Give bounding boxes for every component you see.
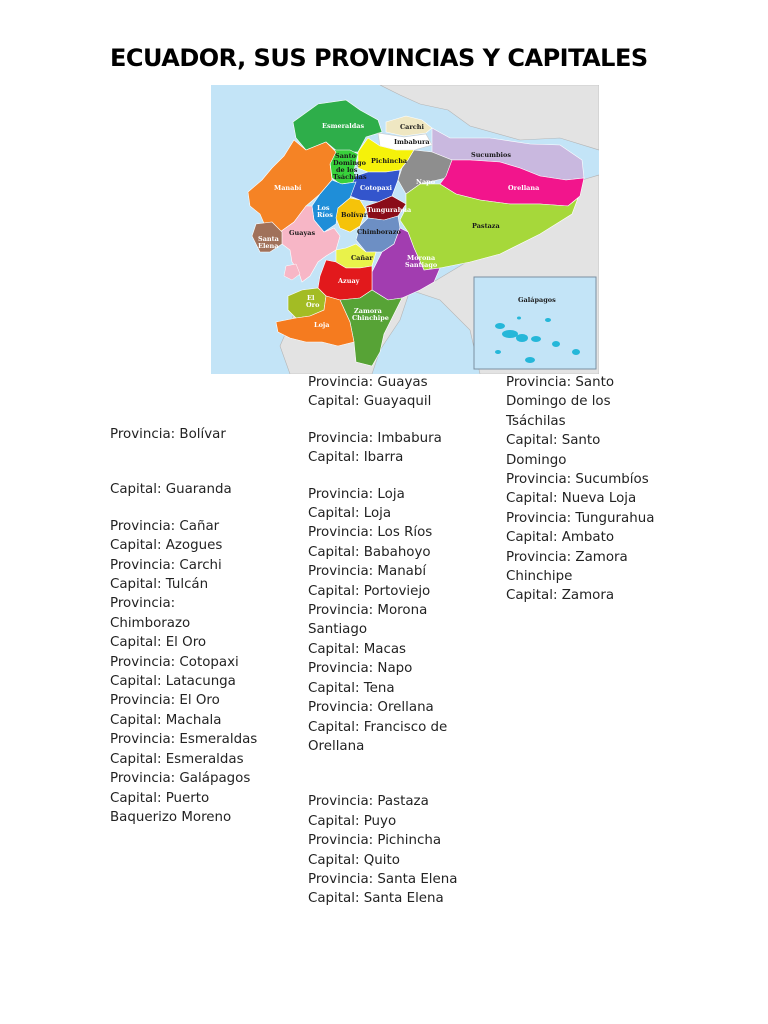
- label-chimborazo: Chimborazo: [357, 228, 401, 236]
- text-line: Provincia: Santo: [506, 375, 615, 390]
- text-line: Tsáchilas: [506, 413, 566, 429]
- text-line: Provincia: Zamora: [506, 549, 628, 565]
- text-line: Capital: El Oro: [110, 635, 207, 651]
- text-line: Capital: Ambato: [506, 530, 615, 546]
- text-line: Capital: Guayaquil: [308, 394, 432, 410]
- column-3: [506, 373, 696, 606]
- text-line: Provincia: Loja: [308, 486, 405, 502]
- text-line: Capital: Azogues: [110, 538, 223, 554]
- text-line: Capital: Quito: [308, 852, 400, 868]
- text-line: Provincia: El Oro: [110, 693, 220, 709]
- text-line: Capital: Ibarra: [308, 450, 404, 466]
- column-1: [110, 425, 300, 827]
- text-line: Provincia: Orellana: [308, 700, 434, 716]
- text-line: Provincia: Bolívar: [110, 427, 226, 442]
- text-line: Provincia:: [110, 596, 176, 612]
- label-zamora-2: Chinchipe: [352, 314, 389, 322]
- text-line: Provincia: Guayas: [308, 375, 428, 390]
- text-line: Capital: Tulcán: [110, 577, 209, 593]
- text-line: Capital: Latacunga: [110, 674, 236, 690]
- text-line: Provincia: Esmeraldas: [110, 732, 258, 748]
- label-morona-1: Morona: [407, 254, 436, 262]
- galapagos-inset: [474, 277, 596, 369]
- text-line: Provincia: Carchi: [110, 557, 222, 573]
- label-tungurahua: Tungurahua: [367, 206, 412, 214]
- label-los-rios-1: Los: [317, 204, 330, 212]
- text-line: Provincia: Napo: [308, 661, 413, 677]
- text-line: Capital: Babahoyo: [308, 544, 431, 560]
- text-line: Provincia: Tungurahua: [506, 510, 655, 526]
- label-loja: Loja: [314, 321, 330, 329]
- text-line: Domingo de los: [506, 394, 611, 410]
- label-guayas: Guayas: [289, 229, 316, 237]
- label-el-oro-1: El: [307, 294, 315, 302]
- text-line: Provincia: Cotopaxi: [110, 654, 239, 670]
- label-canar: Cañar: [351, 254, 373, 262]
- text-line: Provincia: Pichincha: [308, 833, 442, 849]
- label-pichincha: Pichincha: [371, 157, 408, 165]
- text-line: Orellana: [308, 738, 365, 754]
- label-sucumbios: Sucumbios: [471, 151, 511, 159]
- text-line: Provincia: Sucumbíos: [506, 472, 649, 488]
- text-line: Provincia: Los Ríos: [308, 525, 433, 541]
- text-line: Capital: Esmeraldas: [110, 751, 244, 767]
- text-line: Capital: Portoviejo: [308, 583, 431, 599]
- label-imbabura: Imbabura: [394, 138, 430, 146]
- label-santo-domingo-3: de los: [336, 166, 358, 174]
- text-line: Baquerizo Moreno: [110, 809, 232, 825]
- label-bolivar: Bolívar: [341, 211, 368, 219]
- text-line: Capital: Macas: [308, 641, 407, 657]
- text-line: Santiago: [308, 622, 368, 638]
- label-napo: Napo: [416, 178, 436, 186]
- label-cotopaxi: Cotopaxi: [360, 184, 392, 192]
- text-line: Provincia: Santa Elena: [308, 871, 458, 887]
- text-line: Capital: Puerto: [110, 790, 210, 806]
- label-galapagos: Galápagos: [518, 296, 556, 304]
- label-santo-domingo-4: Tsáchilas: [333, 173, 367, 181]
- label-santa-elena-1: Santa: [258, 235, 279, 243]
- label-santo-domingo-2: Domingo: [333, 159, 366, 167]
- label-zamora-1: Zamora: [354, 307, 382, 315]
- text-line: Chinchipe: [506, 569, 573, 585]
- text-line: Capital: Zamora: [506, 588, 615, 604]
- label-santo-domingo-1: Santo: [335, 152, 356, 160]
- label-morona-2: Santiago: [405, 261, 438, 269]
- label-los-rios-2: Ríos: [317, 211, 333, 219]
- text-line: Provincia: Manabí: [308, 564, 427, 580]
- label-manabi: Manabí: [274, 184, 302, 192]
- text-line: Capital: Puyo: [308, 813, 397, 829]
- page-title: ECUADOR, SUS PROVINCIAS Y CAPITALES: [110, 44, 648, 72]
- text-line: Capital: Nueva Loja: [506, 491, 637, 507]
- text-line: Provincia: Pastaza: [308, 794, 429, 810]
- text-line: Capital: Francisco de: [308, 719, 448, 735]
- text-line: Capital: Santo: [506, 433, 601, 449]
- column-2: [308, 373, 498, 909]
- label-azuay: Azuay: [338, 277, 360, 285]
- text-line: Chimborazo: [110, 615, 191, 631]
- label-pastaza: Pastaza: [472, 222, 500, 230]
- label-orellana: Orellana: [508, 184, 540, 192]
- label-carchi: Carchi: [400, 123, 424, 131]
- label-santa-elena-2: Elena: [258, 242, 279, 250]
- text-line: Capital: Machala: [110, 712, 222, 728]
- text-line: Capital: Santa Elena: [308, 891, 444, 907]
- text-line: Capital: Loja: [308, 506, 392, 522]
- text-line: Provincia: Imbabura: [308, 430, 442, 446]
- text-line: Capital: Tena: [308, 680, 395, 696]
- text-line: Provincia: Morona: [308, 603, 428, 619]
- label-esmeraldas: Esmeraldas: [322, 122, 365, 130]
- ecuador-provinces-map: [211, 85, 599, 374]
- text-line: Capital: Guaranda: [110, 482, 232, 498]
- text-line: Provincia: Cañar: [110, 518, 220, 534]
- text-line: Provincia: Galápagos: [110, 771, 251, 787]
- text-line: Domingo: [506, 452, 567, 468]
- label-el-oro-2: Oro: [306, 301, 320, 309]
